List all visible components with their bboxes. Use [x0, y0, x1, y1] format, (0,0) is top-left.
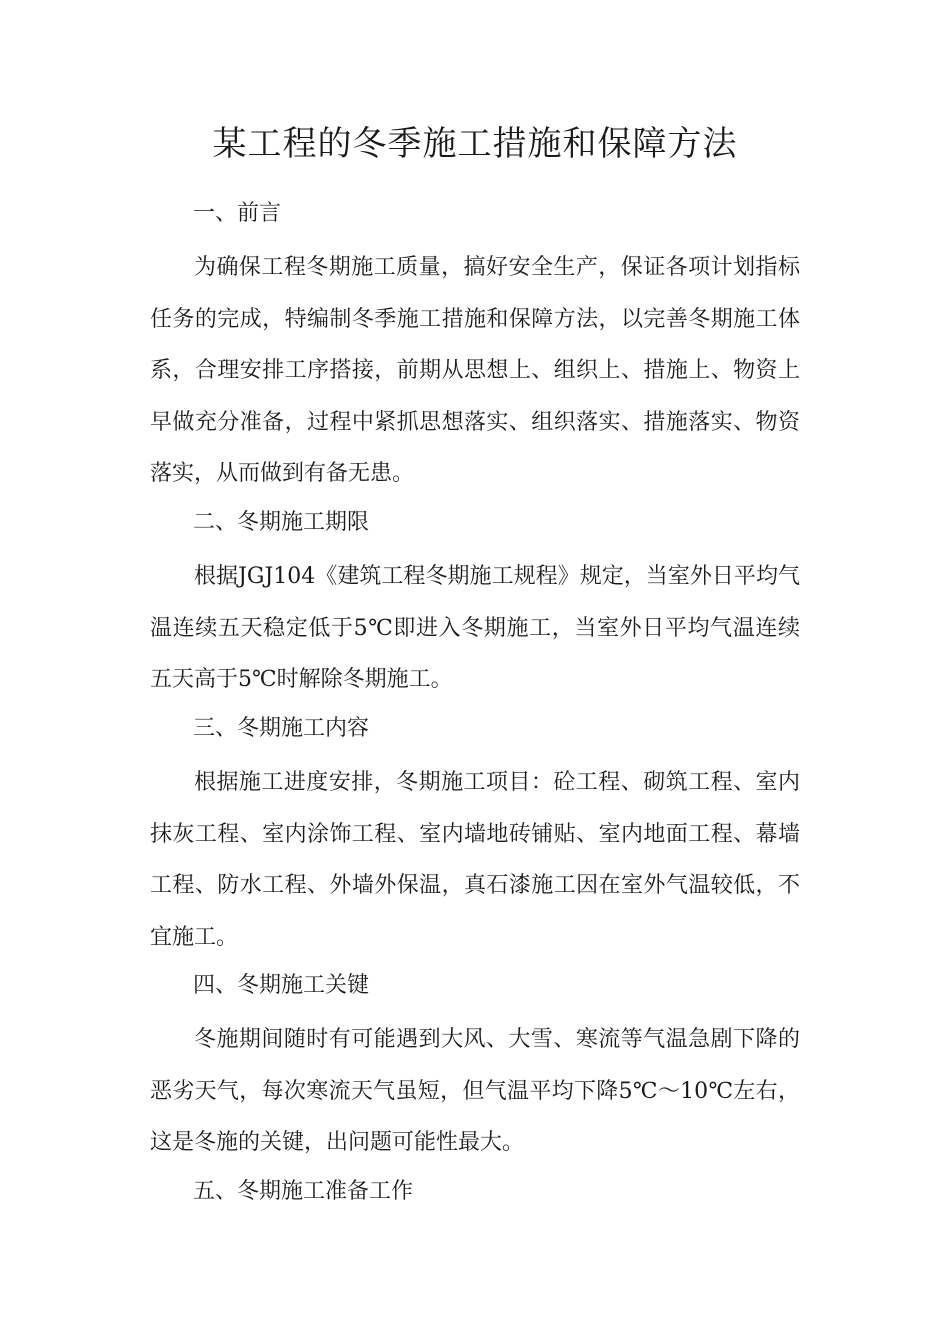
section-heading-period: 二、冬期施工期限 — [193, 510, 370, 535]
section-body-preface: 为确保工程冬期施工质量，搞好安全生产，保证各项计划指标任务的完成，特编制冬季施工措施和保障方法，以完善冬期施工体系，合理安排工序搭接，前期从思想上、组织上、措施上、物资上早做充分准备，过程中紧抓思想落实、组织落实、措施落实、物资落实，从而做到有备无患。 — [150, 255, 800, 486]
section-body-content: 根据施工进度安排，冬期施工项目：砼工程、砌筑工程、室内抹灰工程、室内涂饰工程、室内墙地砖铺贴、室内地面工程、幕墙工程、防水工程、外墙外保温，真石漆施工因在室外气温较低，不宜施工。 — [150, 770, 800, 950]
section-heading-preface: 一、前言 — [193, 201, 282, 226]
section-heading-key: 四、冬期施工关键 — [193, 973, 370, 998]
section-body-key: 冬施期间随时有可能遇到大风、大雪、寒流等气温急剧下降的恶劣天气，每次寒流天气虽短，但气温平均下降5℃～10℃左右，这是冬施的关键，出问题可能性最大。 — [150, 1027, 800, 1155]
section-heading-preparation: 五、冬期施工准备工作 — [193, 1179, 414, 1204]
document-title: 某工程的冬季施工措施和保障方法 — [212, 124, 738, 164]
section-body-period: 根据JGJ104《建筑工程冬期施工规程》规定，当室外日平均气温连续五天稳定低于5℃即进入冬期施工，当室外日平均气温连续五天高于5℃时解除冬期施工。 — [150, 564, 800, 692]
section-heading-content: 三、冬期施工内容 — [193, 716, 370, 741]
